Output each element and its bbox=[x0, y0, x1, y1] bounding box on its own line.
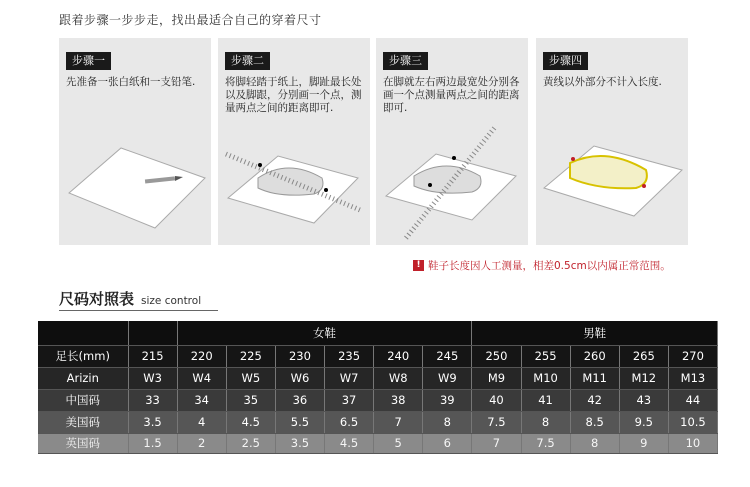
table-cell: 7.5 bbox=[521, 433, 570, 453]
table-cell: 40 bbox=[472, 389, 521, 411]
table-cell: 3.5 bbox=[275, 433, 324, 453]
table-cell: 33 bbox=[128, 389, 177, 411]
table-cell: W3 bbox=[128, 367, 177, 389]
table-cell: 7.5 bbox=[472, 411, 521, 433]
table-cell: 39 bbox=[423, 389, 472, 411]
table-cell: 2.5 bbox=[226, 433, 275, 453]
size-title-cn: 尺码对照表 bbox=[59, 290, 135, 308]
table-cell: 9 bbox=[619, 433, 668, 453]
table-cell: W6 bbox=[275, 367, 324, 389]
table-cell: 34 bbox=[177, 389, 226, 411]
row-label: 足长(mm) bbox=[38, 345, 128, 367]
table-cell: 245 bbox=[423, 345, 472, 367]
step-desc: 将脚轻踏于纸上，脚趾最长处以及脚跟，分别画一个点，测量两点之间的距离即可. bbox=[225, 76, 362, 114]
table-cell: 10.5 bbox=[668, 411, 717, 433]
intro-text: 跟着步骤一步步走，找出最适合自己的穿着尺寸 bbox=[59, 13, 322, 27]
step-panel-1 bbox=[59, 38, 211, 245]
table-cell: 255 bbox=[521, 345, 570, 367]
table-row bbox=[38, 411, 718, 433]
table-cell: 265 bbox=[619, 345, 668, 367]
table-cell: 37 bbox=[325, 389, 374, 411]
row-label: 美国码 bbox=[38, 411, 128, 433]
row-label: Arizin bbox=[38, 367, 128, 389]
table-cell: 4.5 bbox=[226, 411, 275, 433]
table-cell: 240 bbox=[374, 345, 423, 367]
table-cell: 8.5 bbox=[570, 411, 619, 433]
row-label: 英国码 bbox=[38, 433, 128, 453]
measurement-note bbox=[413, 258, 671, 273]
table-row bbox=[38, 367, 718, 389]
step-panel-3 bbox=[376, 38, 528, 245]
table-cell: W7 bbox=[325, 367, 374, 389]
table-cell: M13 bbox=[668, 367, 717, 389]
table-cell: 2 bbox=[177, 433, 226, 453]
table-cell: 42 bbox=[570, 389, 619, 411]
step-tag: 步骤二 bbox=[225, 52, 270, 70]
table-cell: 36 bbox=[275, 389, 324, 411]
table-cell: M11 bbox=[570, 367, 619, 389]
step-panel-4 bbox=[536, 38, 688, 245]
table-cell: W8 bbox=[374, 367, 423, 389]
women-group-header: 女鞋 bbox=[177, 321, 472, 345]
table-cell: W4 bbox=[177, 367, 226, 389]
step-tag: 步骤三 bbox=[383, 52, 428, 70]
table-cell: 43 bbox=[619, 389, 668, 411]
size-title-en: size control bbox=[141, 295, 202, 307]
paper-pencil-illustration bbox=[59, 38, 211, 245]
table-cell: M12 bbox=[619, 367, 668, 389]
step-desc: 在脚就左右两边最宽处分别各画一个点测量两点之间的距离即可. bbox=[383, 76, 520, 114]
table-cell: M10 bbox=[521, 367, 570, 389]
row-label: 中国码 bbox=[38, 389, 128, 411]
step-tag: 步骤一 bbox=[66, 52, 111, 70]
table-cell: 41 bbox=[521, 389, 570, 411]
table-cell: 4 bbox=[177, 411, 226, 433]
table-row bbox=[38, 389, 718, 411]
table-cell: 215 bbox=[128, 345, 177, 367]
table-cell: 220 bbox=[177, 345, 226, 367]
heading-underline bbox=[59, 310, 218, 311]
men-group-header: 男鞋 bbox=[472, 321, 718, 345]
table-cell: 6 bbox=[423, 433, 472, 453]
table-row bbox=[38, 433, 718, 453]
table-cell: 4.5 bbox=[325, 433, 374, 453]
table-cell: 10 bbox=[668, 433, 717, 453]
foot-width-illustration bbox=[376, 38, 528, 245]
table-corner-cell bbox=[38, 321, 128, 345]
table-cell: 5 bbox=[374, 433, 423, 453]
foot-ruler-illustration bbox=[218, 38, 370, 245]
step-panel-2 bbox=[218, 38, 370, 245]
table-cell: 7 bbox=[472, 433, 521, 453]
spacer-cell bbox=[128, 321, 177, 345]
table-cell: 7 bbox=[374, 411, 423, 433]
table-cell: 38 bbox=[374, 389, 423, 411]
table-cell: 5.5 bbox=[275, 411, 324, 433]
table-cell: 250 bbox=[472, 345, 521, 367]
table-header-row bbox=[38, 321, 718, 345]
table-cell: 235 bbox=[325, 345, 374, 367]
table-row bbox=[38, 345, 718, 367]
table-cell: 9.5 bbox=[619, 411, 668, 433]
table-cell: 8 bbox=[423, 411, 472, 433]
table-cell: 260 bbox=[570, 345, 619, 367]
table-cell: 8 bbox=[570, 433, 619, 453]
size-chart-heading bbox=[59, 288, 201, 309]
table-cell: 3.5 bbox=[128, 411, 177, 433]
step-desc: 先准备一张白纸和一支铅笔. bbox=[66, 76, 196, 88]
foot-outline-illustration bbox=[536, 38, 688, 245]
table-cell: 270 bbox=[668, 345, 717, 367]
table-cell: W9 bbox=[423, 367, 472, 389]
table-cell: 8 bbox=[521, 411, 570, 433]
table-cell: 230 bbox=[275, 345, 324, 367]
table-cell: 35 bbox=[226, 389, 275, 411]
table-cell: 1.5 bbox=[128, 433, 177, 453]
note-text: 鞋子长度因人工测量，相差0.5cm以内属正常范围。 bbox=[428, 260, 671, 272]
step-desc: 黄线以外部分不计入长度. bbox=[543, 76, 662, 88]
step-tag: 步骤四 bbox=[543, 52, 588, 70]
size-table bbox=[38, 321, 718, 454]
table-cell: 225 bbox=[226, 345, 275, 367]
table-cell: 44 bbox=[668, 389, 717, 411]
table-cell: 6.5 bbox=[325, 411, 374, 433]
table-cell: M9 bbox=[472, 367, 521, 389]
warning-icon: ! bbox=[413, 260, 424, 271]
table-cell: W5 bbox=[226, 367, 275, 389]
